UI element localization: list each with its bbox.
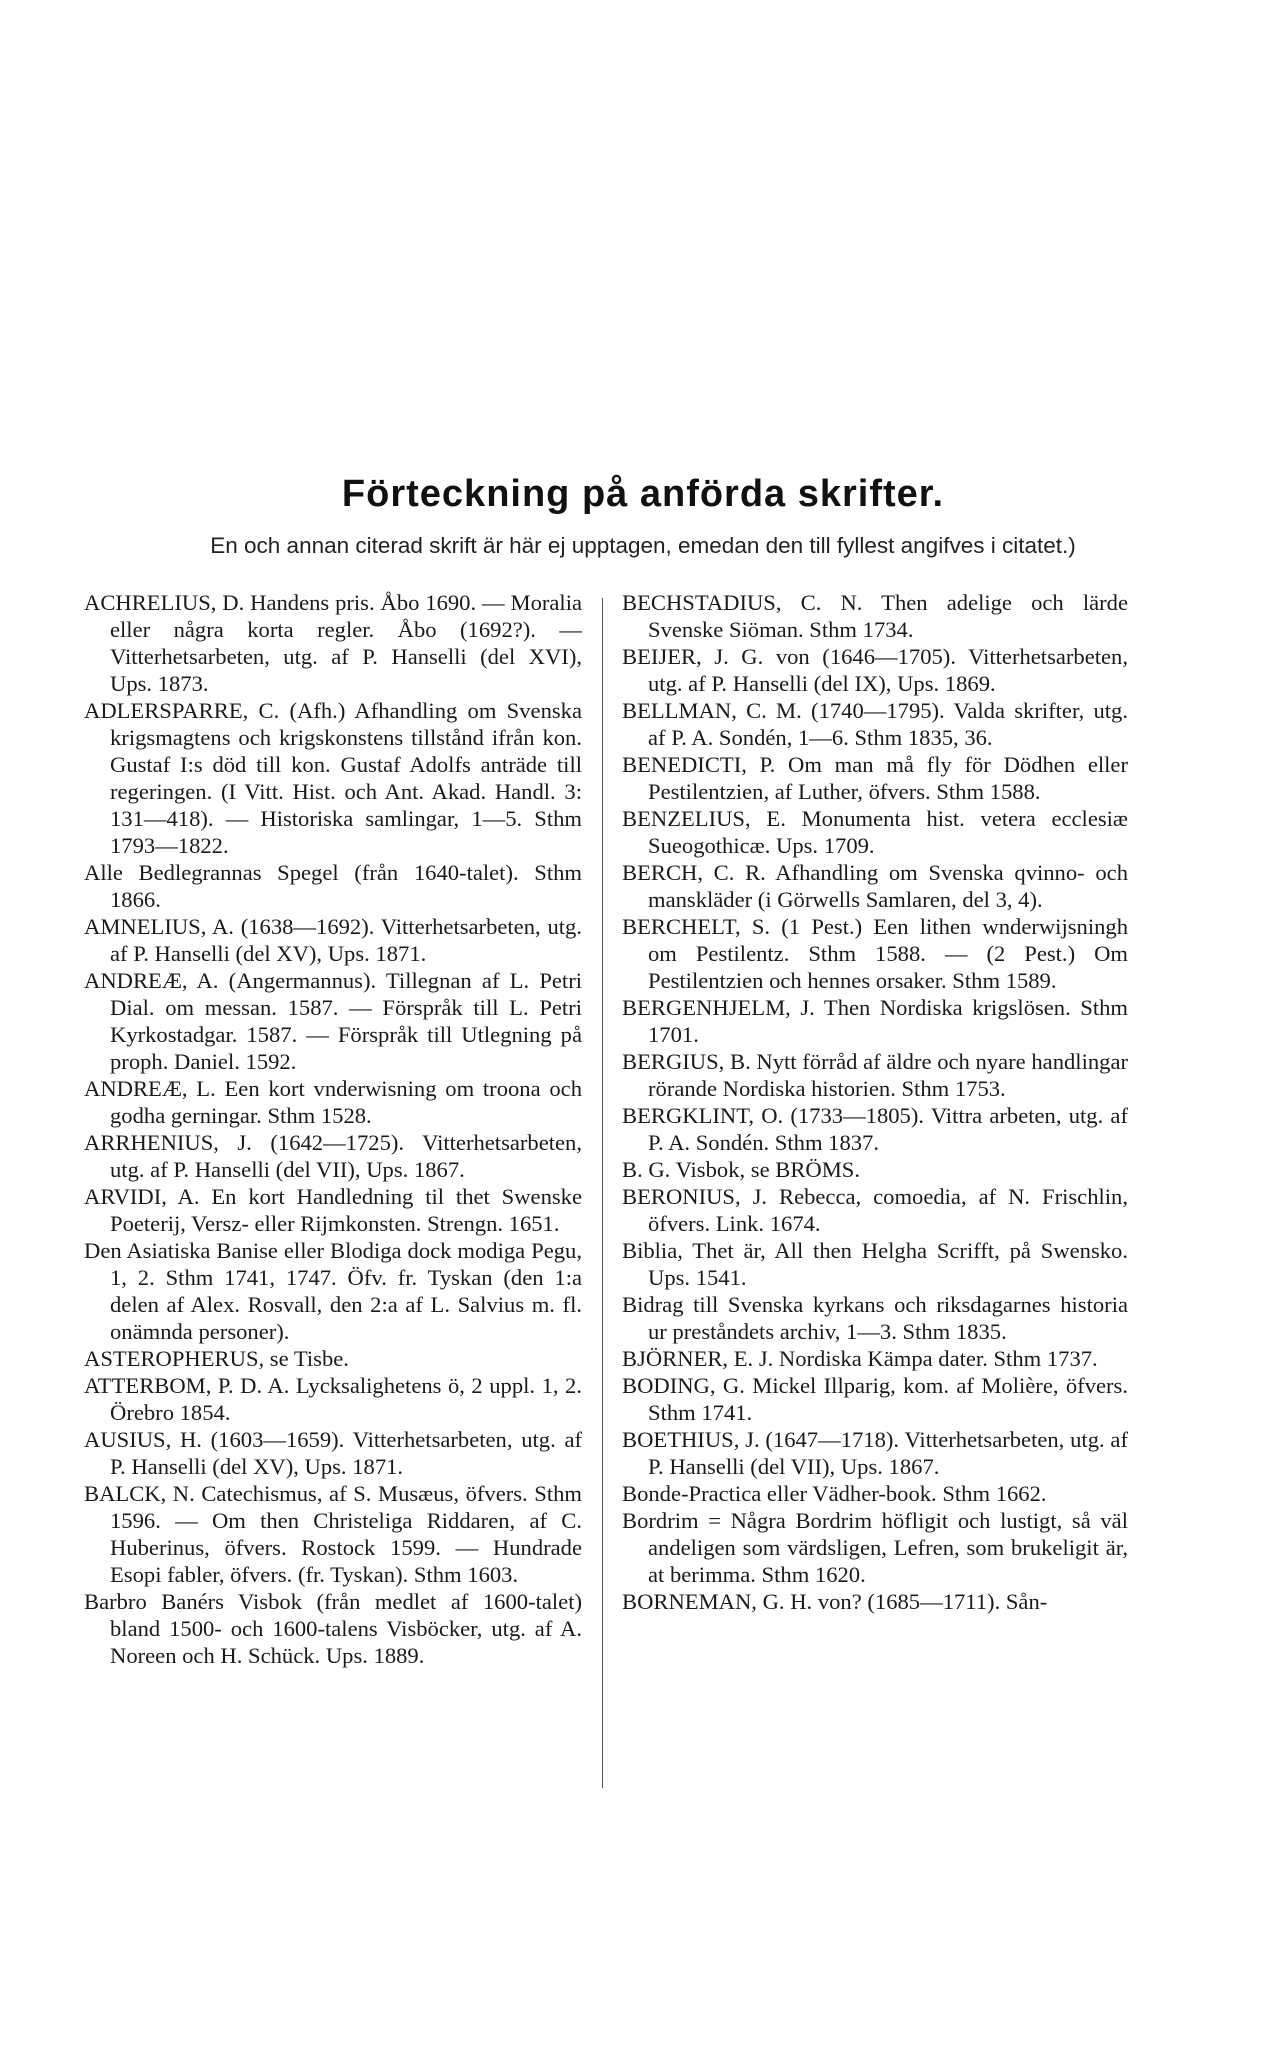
bibliography-entry: BERGENHJELM, J. Then Nordiska krigslösen. Sthm 1701. bbox=[622, 995, 1128, 1047]
bibliography-entry: BEIJER, J. G. von (1646—1705). Vitterhetsarbeten, utg. af P. Hanselli (del IX), Ups. 1869. bbox=[622, 644, 1128, 696]
bibliography-entry: BERCH, C. R. Afhandling om Svenska qvinno- och manskläder (i Görwells Samlaren, del 3, 4). bbox=[622, 860, 1128, 912]
bibliography-entry: BODING, G. Mickel Illparig, kom. af Molière, öfvers. Sthm 1741. bbox=[622, 1373, 1128, 1425]
bibliography-entry: Bidrag till Svenska kyrkans och riksdagarnes historia ur preståndets archiv, 1—3. Sthm 1835. bbox=[622, 1292, 1128, 1344]
bibliography-entry: Den Asiatiska Banise eller Blodiga dock modiga Pegu, 1, 2. Sthm 1741, 1747. Öfv. fr. Tyskan (den 1:a delen af Alex. Rosvall, den 2:a af L. Salvius m. fl. onämnda personer). bbox=[84, 1238, 582, 1344]
bibliography-entry: ARVIDI, A. En kort Handledning til thet Swenske Poeterij, Versz- eller Rijmkonsten. Strengn. 1651. bbox=[84, 1184, 582, 1236]
bibliography-entry: BJÖRNER, E. J. Nordiska Kämpa dater. Sthm 1737. bbox=[622, 1346, 1098, 1371]
bibliography-entry: AMNELIUS, A. (1638—1692). Vitterhetsarbeten, utg. af P. Hanselli (del XV), Ups. 1871. bbox=[84, 914, 582, 966]
bibliography-entry: BELLMAN, C. M. (1740—1795). Valda skrifter, utg. af P. A. Sondén, 1—6. Sthm 1835, 36. bbox=[622, 698, 1128, 750]
bibliography-entry: AUSIUS, H. (1603—1659). Vitterhetsarbeten, utg. af P. Hanselli (del XV), Ups. 1871. bbox=[84, 1427, 582, 1479]
bibliography-entry: BECHSTADIUS, C. N. Then adelige och lärde Svenske Siöman. Sthm 1734. bbox=[622, 590, 1128, 642]
bibliography-entry: ARRHENIUS, J. (1642—1725). Vitterhetsarbeten, utg. af P. Hanselli (del VII), Ups. 1867. bbox=[84, 1130, 582, 1182]
bibliography-entry: Barbro Banérs Visbok (från medlet af 1600-talet) bland 1500- och 1600-talens Visböcker, utg. af A. Noreen och H. Schück. Ups. 1889. bbox=[84, 1589, 582, 1668]
page-title: Förteckning på anförda skrifter. bbox=[341, 473, 945, 515]
bibliography-entry: BERCHELT, S. (1 Pest.) Een lithen wnderwijsningh om Pestilentz. Sthm 1588. — (2 Pest.) Om Pestilentzien och hennes orsaker. Sthm 1589. bbox=[622, 914, 1128, 993]
bibliography-entry: ACHRELIUS, D. Handens pris. Åbo 1690. — Moralia eller några korta regler. Åbo (1692?). — Vitterhetsarbeten, utg. af P. Hanselli (del XVI), Ups. 1873. bbox=[84, 590, 582, 696]
bibliography-entry: Biblia, Thet är, All then Helgha Scrifft, på Swensko. Ups. 1541. bbox=[622, 1238, 1128, 1290]
bibliography-entry: BERGKLINT, O. (1733—1805). Vittra arbeten, utg. af P. A. Sondén. Sthm 1837. bbox=[622, 1103, 1128, 1155]
bibliography-entry: ANDREÆ, L. Een kort vnderwisning om troona och godha gerningar. Sthm 1528. bbox=[84, 1076, 582, 1128]
bibliography-entry: BENZELIUS, E. Monumenta hist. vetera ecclesiæ Sueogothicæ. Ups. 1709. bbox=[622, 806, 1128, 858]
column-divider bbox=[602, 598, 603, 1788]
bibliography-entry: ASTEROPHERUS, se Tisbe. bbox=[84, 1346, 349, 1371]
bibliography-entry: BERONIUS, J. Rebecca, comoedia, af N. Frischlin, öfvers. Link. 1674. bbox=[622, 1184, 1128, 1236]
bibliography-entry: Bordrim = Några Bordrim höfligit och lustigt, så väl andeligen som värdsligen, Lefren, som brukeligit är, at berimma. Sthm 1620. bbox=[622, 1508, 1128, 1587]
bibliography-entry: BORNEMAN, G. H. von? (1685—1711). Sån- bbox=[622, 1589, 1048, 1614]
bibliography-entry: BENEDICTI, P. Om man må fly för Dödhen eller Pestilentzien, af Luther, öfvers. Sthm 1588. bbox=[622, 752, 1128, 804]
bibliography-entry: ATTERBOM, P. D. A. Lycksalighetens ö, 2 uppl. 1, 2. Örebro 1854. bbox=[84, 1373, 582, 1425]
bibliography-entry: BERGIUS, B. Nytt förråd af äldre och nyare handlingar rörande Nordiska historien. Sthm 1753. bbox=[622, 1049, 1128, 1101]
bibliography-entry: ADLERSPARRE, C. (Afh.) Afhandling om Svenska krigsmagtens och krigskonstens tillstånd ifrån kon. Gustaf I:s död till kon. Gustaf Adolfs anträde till regeringen. (I Vitt. Hist. och Ant. Akad. Handl. 3: 131—418). — Historiska samlingar, 1—5. Sthm 1793—1822. bbox=[84, 698, 582, 858]
page-subtitle: En och annan citerad skrift är här ej upptagen, emedan den till fyllest angifves i citatet.) bbox=[210, 533, 1076, 558]
bibliography-entry: ANDREÆ, A. (Angermannus). Tillegnan af L. Petri Dial. om messan. 1587. — Förspråk till L. Petri Kyrkostadgar. 1587. — Förspråk till Utlegning på proph. Daniel. 1592. bbox=[84, 968, 582, 1074]
bibliography-entry: Alle Bedlegrannas Spegel (från 1640-talet). Sthm 1866. bbox=[84, 860, 582, 912]
right-column bbox=[622, 589, 1128, 1615]
bibliography-entry: B. G. Visbok, se BRÖMS. bbox=[622, 1157, 861, 1182]
bibliography-entry: Bonde-Practica eller Vädher-book. Sthm 1662. bbox=[622, 1481, 1047, 1506]
left-column bbox=[84, 589, 582, 1669]
bibliography-entry: BALCK, N. Catechismus, af S. Musæus, öfvers. Sthm 1596. — Om then Christeliga Riddaren, af C. Huberinus, öfvers. Rostock 1599. — Hundrade Esopi fabler, öfvers. (fr. Tyskan). Sthm 1603. bbox=[84, 1481, 582, 1587]
bibliography-entry: BOETHIUS, J. (1647—1718). Vitterhetsarbeten, utg. af P. Hanselli (del VII), Ups. 1867. bbox=[622, 1427, 1128, 1479]
